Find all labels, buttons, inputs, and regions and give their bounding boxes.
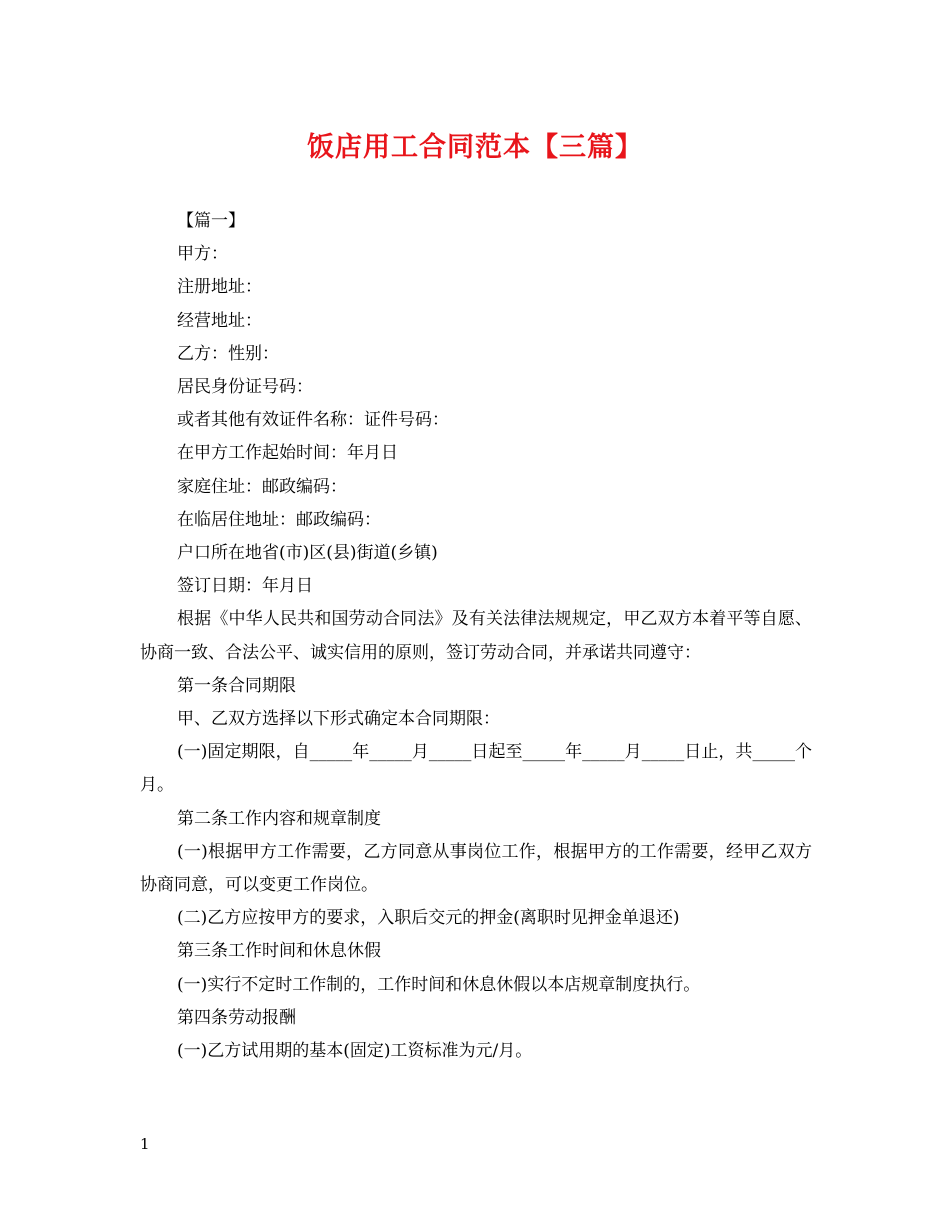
document-body [140, 205, 812, 1068]
paragraph: 【篇一】 [177, 211, 245, 231]
paragraph: 第三条工作时间和休息休假 [177, 941, 381, 962]
paragraph: 注册地址： [177, 277, 262, 298]
document-title: 饭店用工合同范本【三篇】 [307, 132, 643, 163]
paragraph: (一)根据甲方工作需要，乙方同意从事岗位工作，根据甲方的工作需要，经甲乙双方协商同意，可以变更工作岗位。 [140, 841, 812, 896]
paragraph: 签订日期：年月日 [177, 576, 313, 597]
paragraph: 在临居住地址：邮政编码： [177, 509, 381, 530]
paragraph: 经营地址： [177, 310, 262, 331]
paragraph: 甲方： [177, 244, 228, 265]
page-number: 1 [140, 1135, 150, 1153]
paragraph: 乙方：性别： [177, 343, 279, 364]
paragraph: (一)乙方试用期的基本(固定)工资标准为元/月。 [177, 1041, 533, 1062]
paragraph: 户口所在地省(市)区(县)街道(乡镇) [177, 543, 438, 564]
paragraph: 根据《中华人民共和国劳动合同法》及有关法律法规规定，甲乙双方本着平等自愿、协商一致、合法公平、诚实信用的原则，签订劳动合同，并承诺共同遵守： [140, 609, 812, 663]
paragraph: (一)实行不定时工作制的，工作时间和休息休假以本店规章制度执行。 [177, 974, 701, 995]
paragraph: 在甲方工作起始时间：年月日 [177, 443, 398, 464]
paragraph: 或者其他有效证件名称：证件号码： [177, 410, 449, 431]
paragraph: (二)乙方应按甲方的要求，入职后交元的押金(离职时见押金单退还) [177, 908, 680, 929]
paragraph: 第四条劳动报酬 [177, 1007, 296, 1028]
paragraph: 家庭住址：邮政编码： [177, 476, 347, 497]
paragraph: 居民身份证号码： [177, 377, 313, 398]
paragraph: (一)固定期限，自_____年_____月_____日起至_____年_____月_____日止，共_____个月。 [140, 742, 812, 796]
paragraph: 第一条合同期限 [177, 675, 296, 696]
paragraph: 甲、乙双方选择以下形式确定本合同期限： [177, 709, 500, 730]
paragraph: 第二条工作内容和规章制度 [177, 808, 381, 829]
